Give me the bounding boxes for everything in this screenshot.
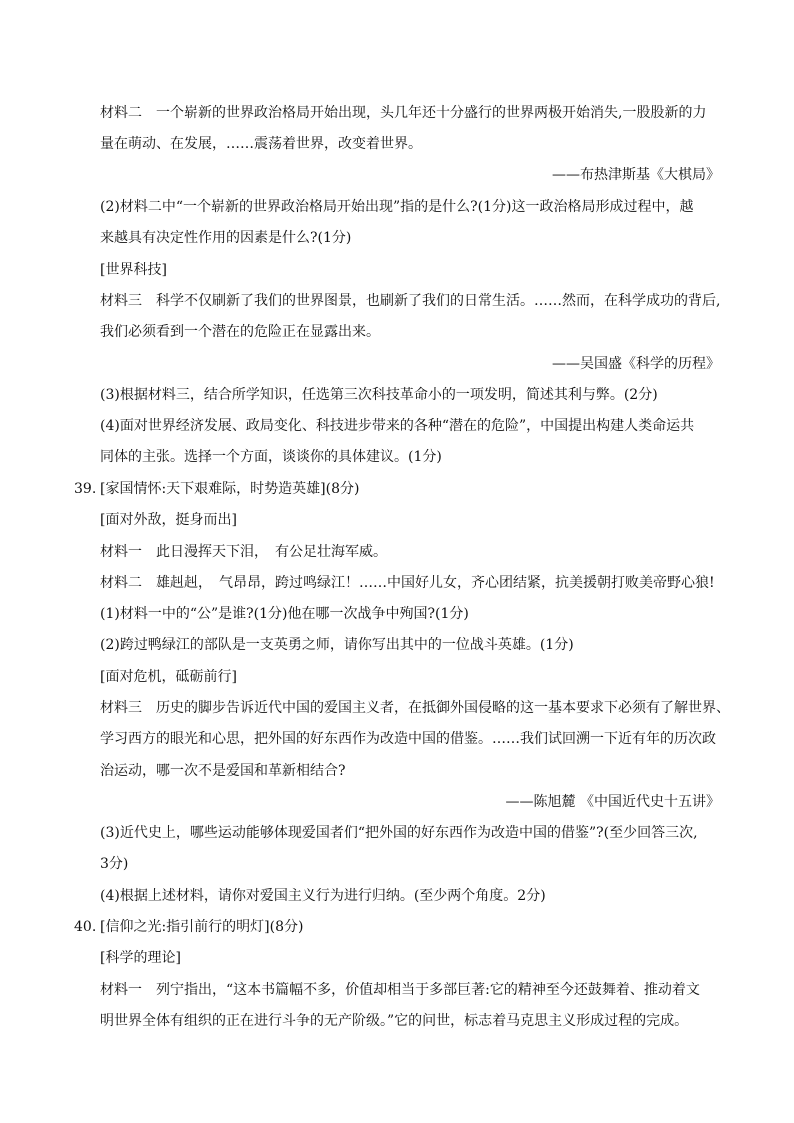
question-4: (4)面对世界经济发展、政局变化、科技进步带来的各种“潜在的危险”，中国提出构建人类命运共 xyxy=(100,418,695,434)
question-40-title: [信仰之光:指引前行的明灯](8分) xyxy=(100,919,304,935)
question-1: (1)材料一中的“公”是谁?(1分)他在哪一次战争中殉国?(1分) xyxy=(100,606,469,622)
section-heading: [面对外敌，挺身而出] xyxy=(100,512,237,528)
material-2-text-cont: 量在萌动、在发展，……震荡着世界，改变着世界。 xyxy=(100,136,422,152)
material-1-text-cont: 明世界全体有组织的正在进行斗争的无产阶级。”它的问世，标志着马克思主义形成过程的完成。 xyxy=(100,1013,689,1029)
section-heading: [科学的理论] xyxy=(100,950,181,966)
source-citation: ——吴国盛《科学的历程》 xyxy=(552,356,720,372)
material-3-text: 材料三 历史的脚步告诉近代中国的爱国主义者，在抵御外国侵略的这一基本要求下必须有了解世界、 xyxy=(100,700,730,716)
question-number-40: 40. xyxy=(74,919,97,935)
material-3-text-cont: 学习西方的眼光和心思，把外国的好东西作为改造中国的借鉴。……我们试回溯一下近有年的历次政 xyxy=(100,731,716,747)
question-3: (3)近代史上，哪些运动能够体现爱国者们“把外国的好东西作为改造中国的借鉴”?(至少回答三次, xyxy=(100,825,698,841)
question-3: (3)根据材料三，结合所学知识，任选第三次科技革命小的一项发明，简述其利与弊。(2分) xyxy=(100,387,658,403)
section-heading: [世界科技] xyxy=(100,262,167,278)
material-2-text: 材料二 一个崭新的世界政治格局开始出现，头几年还十分盛行的世界两极开始消失,一股股新的力 xyxy=(100,105,707,121)
material-1-text: 材料一 此日漫挥天下泪， 有公足壮海军威。 xyxy=(100,544,387,560)
material-3-text-cont: 我们必须看到一个潜在的危险正在显露出来。 xyxy=(100,324,380,340)
section-heading: [面对危机，砥砺前行] xyxy=(100,669,237,685)
question-39-title: [家国情怀:天下艰难际，时势造英雄](8分) xyxy=(100,481,360,497)
question-2: (2)跨过鸭绿江的部队是一支英勇之师，请你写出其中的一位战斗英雄。(1分) xyxy=(100,637,574,653)
material-1-text: 材料一 列宁指出，“这本书篇幅不多，价值却相当于多部巨著:它的精神至今还鼓舞着、推动着文 xyxy=(100,982,700,998)
question-4-cont: 同体的主张。选择一个方面，谈谈你的具体建议。(1分) xyxy=(100,449,442,465)
source-citation: ——陈旭麓 《中国近代史十五讲》 xyxy=(505,794,720,810)
material-2-text: 材料二 雄赳赳， 气昂昂，跨过鸣绿江！……中国好儿女，齐心团结紧，抗美援朝打败美帝野心狼! xyxy=(100,575,715,591)
question-3-cont: 3分) xyxy=(100,856,129,872)
question-4: (4)根据上述材料，请你对爱国主义行为进行归纳。(至少两个角度。2分) xyxy=(100,888,546,904)
question-2-cont: 来越具有决定性作用的因素是什么?(1分) xyxy=(100,230,352,246)
material-3-text: 材料三 科学不仅刷新了我们的世界图景，也刷新了我们的日常生活。……然而，在科学成功的背后, xyxy=(100,293,721,309)
question-number-39: 39. xyxy=(74,481,97,497)
source-citation: ——布热津斯基《大棋局》 xyxy=(552,167,720,183)
material-3-text-cont: 治运动，哪一次不是爱国和革新相结合? xyxy=(100,763,346,779)
question-2: (2)材料二中“一个崭新的世界政治格局开始出现”指的是什么?(1分)这一政治格局形成过程中，越 xyxy=(100,199,694,215)
